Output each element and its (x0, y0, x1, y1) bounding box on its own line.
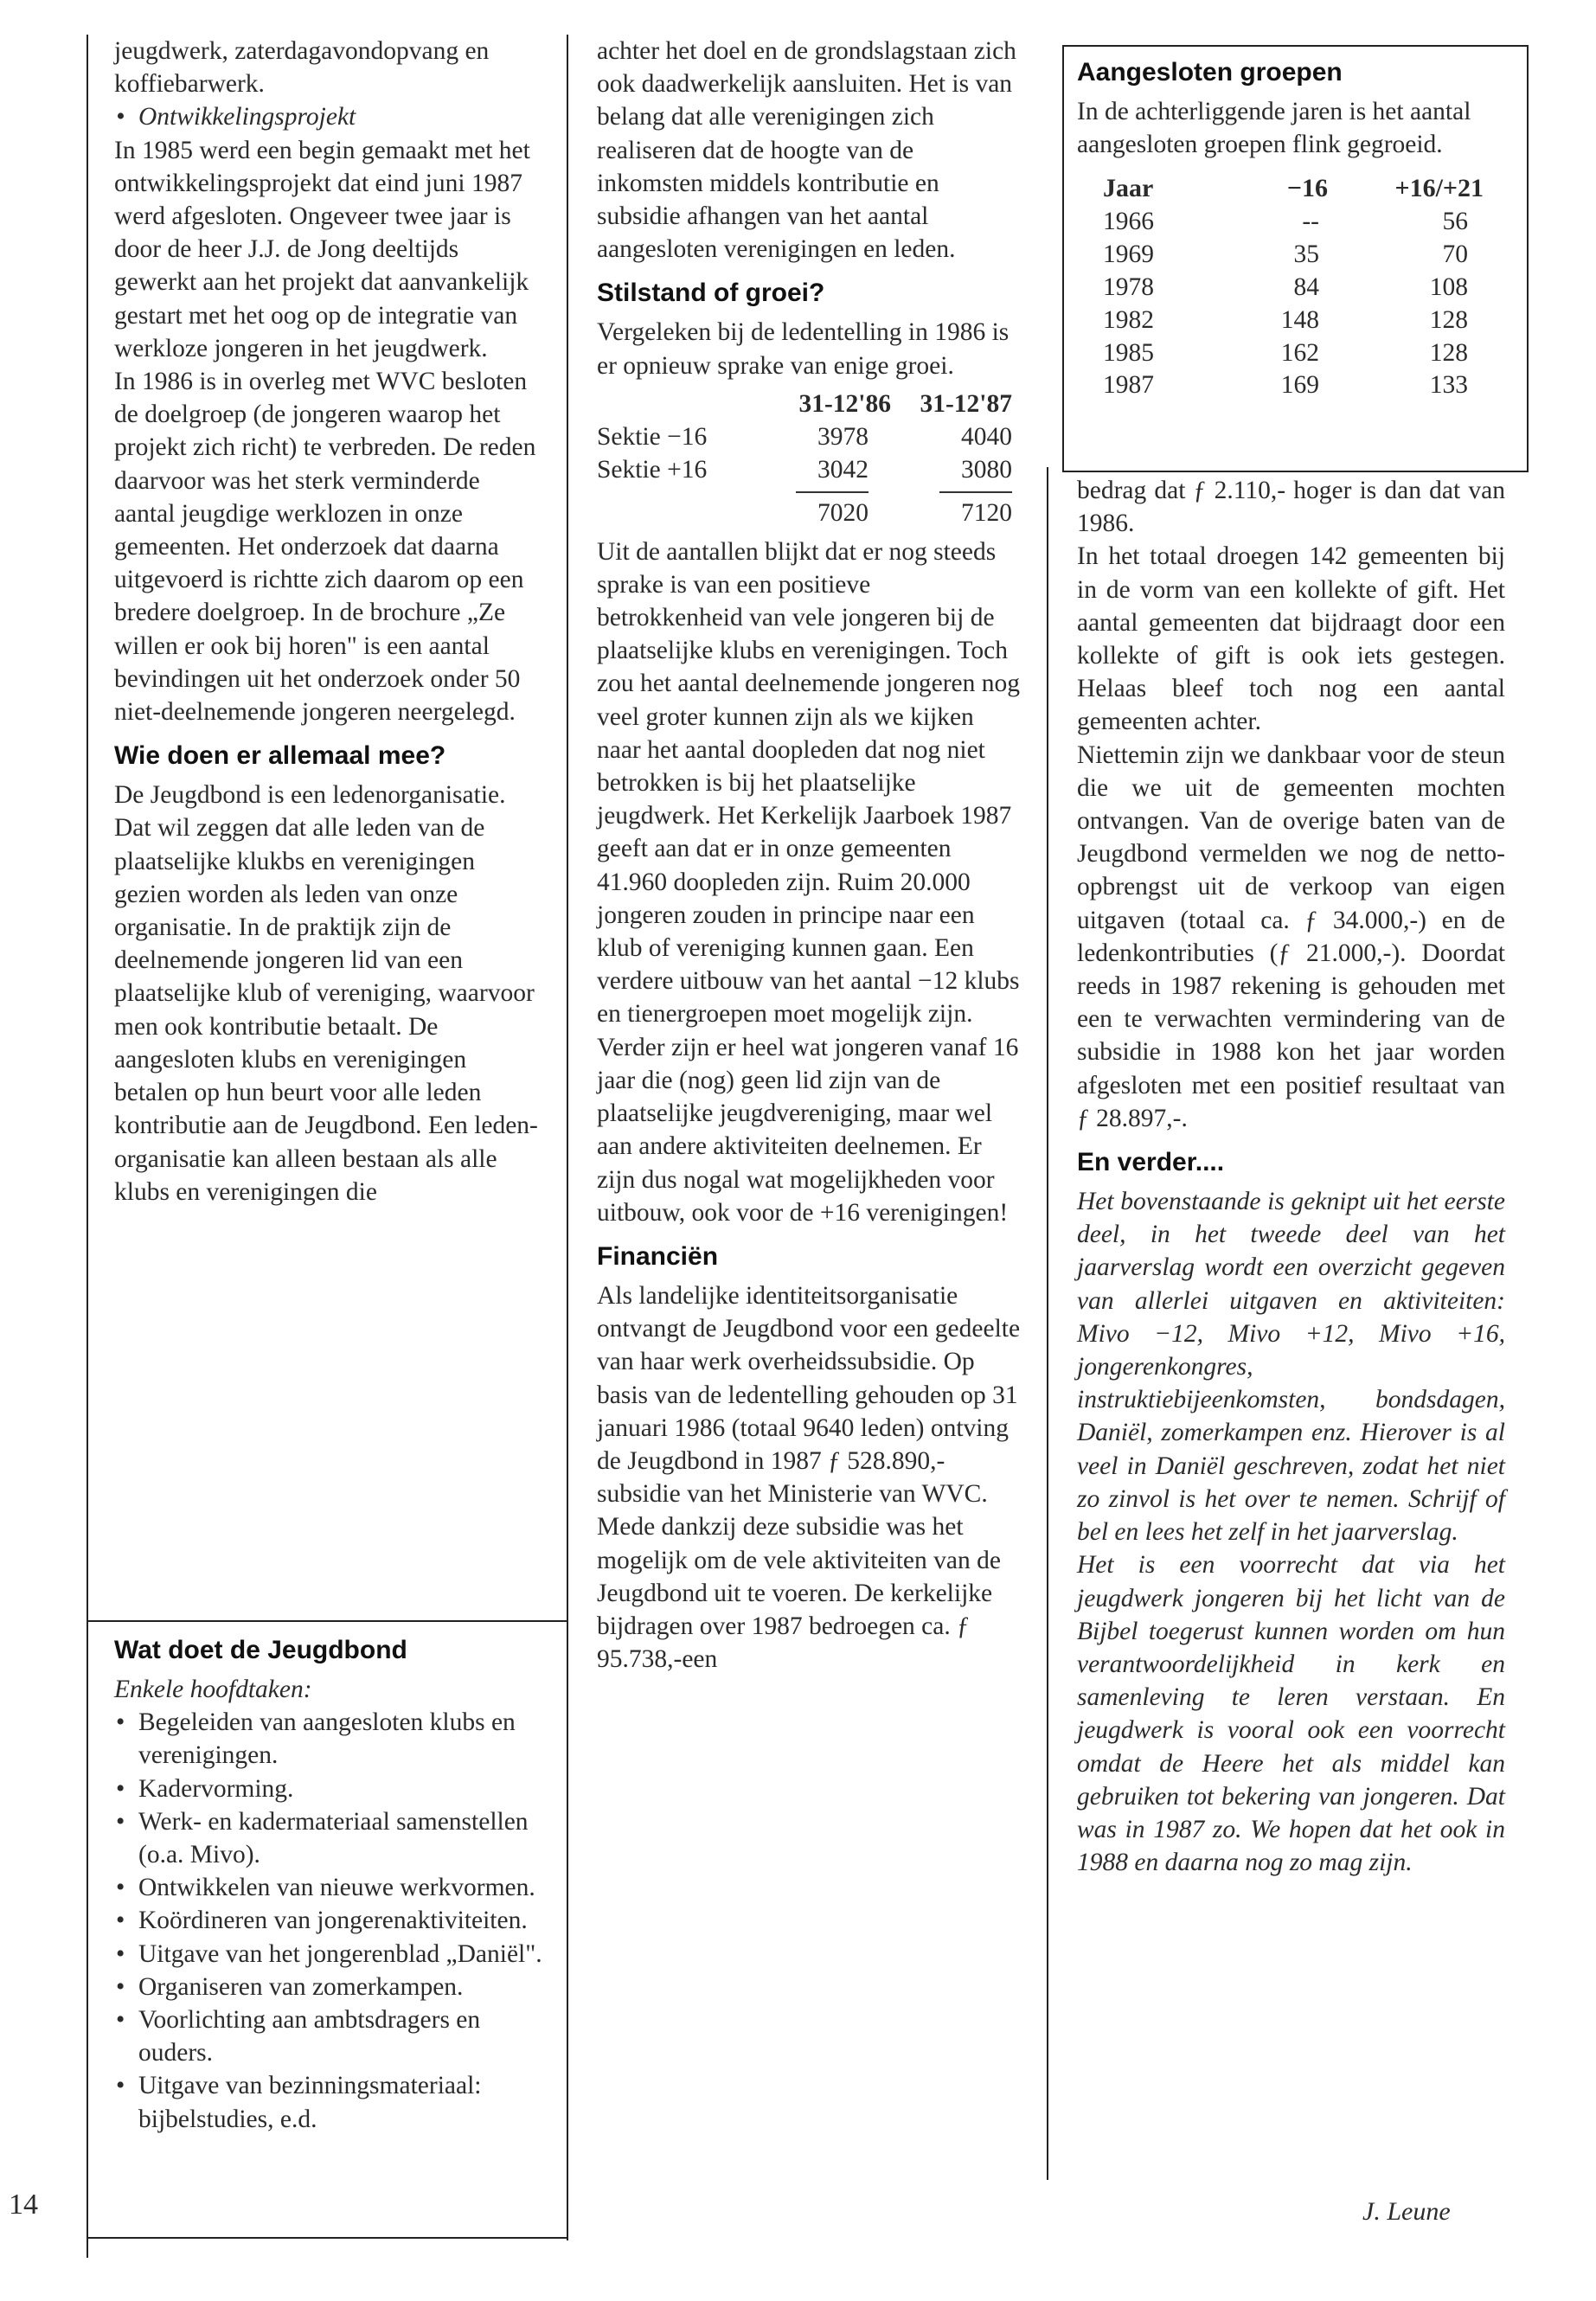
ledentelling-cell: 3978 (817, 423, 869, 452)
groepen-row (1103, 369, 1484, 402)
groepen-cell: -- (1302, 208, 1319, 236)
groepen-row (1103, 206, 1484, 239)
groepen-cell: 1985 (1103, 338, 1154, 367)
groepen-cell: 1969 (1103, 240, 1154, 269)
task-item: • Voorlichting aan ambtsdragers en ouders. (114, 2003, 555, 2069)
page-number: 14 (9, 2189, 38, 2221)
ledentelling-row (597, 420, 1012, 453)
ledentelling-label: Sektie +16 (597, 456, 708, 484)
ledentelling-header-row (597, 388, 1012, 420)
ontwikkelingsprojekt-paragraph-1: In 1985 werd een begin gemaakt met het ontwikkelingsprojekt dat eind juni 1987 werd afgesloten. Ongeveer twee jaar is door de heer J.J. de Jong deeltijds gewerkt aan het projekt dat aanvankelijk gestart met het oog op de integratie van werkloze jongeren in het jeugdwerk. (114, 136, 530, 362)
groepen-cell: 1987 (1103, 371, 1154, 400)
ledentelling-cell: 4040 (961, 423, 1012, 452)
en-verder-paragraph-1: Het bovenstaande is geknipt uit het eerste deel, in het tweede deel van het jaarverslag wordt een overzicht gegeven van allerlei uitgaven en aktiviteiten: Mivo −12, Mivo +12, Mivo +16, jongerenkongres, instruktiebijeenkomsten, bondsdagen, Daniël, zomerkampen enz. Hierover is al veel in Daniël geschreven, zodat het niet zo zinvol is het over te nemen. Schrijf of bel en lees het zelf in het jaarverslag. (1077, 1188, 1505, 1547)
ledentelling-header: 31-12'86 (798, 389, 891, 418)
jeugdbond-tasks-subtitle: Enkele hoofdtaken: (114, 1676, 312, 1703)
task-item: • Uitgave van het jongerenblad „Daniël". (114, 1938, 555, 1971)
intro-text: jeugdwerk, zaterdagavondopvang en koffiebarwerk. (114, 37, 490, 99)
groepen-cell: 1982 (1103, 305, 1154, 334)
groepen-row (1103, 239, 1484, 272)
column-rule-right (1047, 467, 1048, 2180)
groepen-cell: 128 (1429, 338, 1468, 367)
groepen-row (1103, 272, 1484, 304)
groepen-cell: 35 (1293, 240, 1319, 269)
ledentelling-total: 7120 (939, 491, 1012, 529)
column-1 (114, 35, 545, 1208)
continuation-paragraph: achter het doel en de grondslagstaan zich ook daadwerkelijk aansluiten. Het is van belang dat alle verenigingen zich realiseren dat de hoogte van de inkomsten middels kontributie en subsidie afhangen van het aantal aangesloten verenigingen en leden. (597, 37, 1016, 264)
ontwikkelingsprojekt-paragraph-2: In 1986 is in overleg met WVC besloten de doelgroep (de jongeren waarop het projekt zich richt) te verbreden. De reden daarvoor was het sterk verminderde aantal jeugdige werklozen in onze gemeenten. Het onderzoek dat daarna uitgevoerd is richtte zich daarom op een bredere doelgroep. In de brochure „Ze willen er ook bij horen" is een aantal bevindingen uit het onderzoek onder 50 niet-deelnemende jongeren neergelegd. (114, 368, 536, 727)
niettemin-paragraph: Niettemin zijn we dankbaar voor de steun die we uit de gemeenten mochten ontvangen. Van de overige baten van de Jeugdbond vermelden we nog de netto-opbrengst uit de verkoop van eigen uitgaven (totaal ca. ƒ 34.000,-) en de ledenkontributies (ƒ 21.000,-). Doordat reeds in 1987 rekening is gehouden met een te verwachten vermindering van de subsidie in 1988 kon het jaar worden afgesloten met een positief resultaat van ƒ 28.897,-. (1077, 740, 1505, 1132)
groepen-header: +16/+21 (1394, 174, 1484, 203)
author-signature: J. Leune (1362, 2197, 1451, 2226)
task-item: • Organiseren van zomerkampen. (114, 1971, 555, 2003)
en-verder-paragraph-2: Het is een voorrecht dat via het jeugdwerk jongeren bij het licht van de Bijbel toegerust kunnen worden om hun verantwoordelijkheid in kerk en samenleving te leren verstaan. En jeugdwerk is vooral ook een voorrecht omdat de Heere het als middel kan gebruiken tot bekering van jongeren. Dat was in 1987 zo. We hopen dat het ook in 1988 en daarna nog zo mag zijn. (1077, 1551, 1505, 1877)
ledentelling-header: 31-12'87 (920, 389, 1012, 418)
aangesloten-groepen-title: Aangesloten groepen (1077, 58, 1343, 87)
bedrag-paragraph: bedrag dat ƒ 2.110,- hoger is dan dat van 1986. (1077, 477, 1505, 538)
groepen-cell: 84 (1293, 273, 1319, 301)
column-rule-middle (567, 35, 568, 1622)
groepen-cell: 70 (1442, 240, 1468, 269)
groepen-cell: 169 (1280, 371, 1319, 400)
aangesloten-groepen-text: In de achterliggende jaren is het aantal aangesloten groepen flink gegroeid. (1077, 98, 1471, 159)
groepen-cell: 133 (1429, 371, 1468, 400)
groepen-cell: 1978 (1103, 273, 1154, 301)
groepen-cell: 1966 (1103, 208, 1154, 236)
task-item: • Begeleiden van aangesloten klubs en verenigingen. (114, 1706, 555, 1772)
heading-financien: Financiën (597, 1241, 719, 1271)
heading-stilstand-of-groei: Stilstand of groei? (597, 279, 825, 308)
groepen-cell: 128 (1429, 305, 1468, 334)
heading-en-verder: En verder.... (1077, 1148, 1225, 1177)
ontwikkelingsprojekt-bullet: • Ontwikkelingsprojekt (114, 100, 545, 133)
aangesloten-groepen-table (1103, 171, 1484, 402)
financien-paragraph: Als landelijke identiteitsorganisatie ontvangt de Jeugdbond voor een gedeelte van haar werk overheidssubsidie. Op basis van de ledentelling gehouden op 31 januari 1986 (totaal 9640 leden) ontving de Jeugdbond in 1987 ƒ 528.890,- subsidie van het Ministerie van WVC. Mede dankzij deze subsidie was het mogelijk om de vele aktiviteiten van de Jeugdbond uit te voeren. De kerkelijke bijdragen over 1987 bedroegen ca. ƒ 95.738,-een (597, 1281, 1021, 1674)
groepen-header: −16 (1286, 174, 1328, 203)
jeugdbond-tasks-title: Wat doet de Jeugdbond (114, 1636, 407, 1664)
groepen-row (1103, 304, 1484, 337)
groepen-cell: 108 (1429, 273, 1468, 301)
task-item: • Koördineren van jongerenaktiviteiten. (114, 1904, 555, 1937)
task-item: • Uitgave van bezinningsmateriaal: bijbelstudies, e.d. (114, 2069, 555, 2135)
ledentelling-row (597, 453, 1012, 486)
groepen-header: Jaar (1103, 174, 1154, 203)
ledentelling-label: Sektie −16 (597, 423, 708, 452)
heading-wie-doen-er-mee: Wie doen er allemaal mee? (114, 741, 446, 771)
totaal-paragraph: In het totaal droegen 142 gemeenten bij in de vorm van een kollekte of gift. Het aantal gemeenten dat bijdraagt door een kollekte of gift is ook iets gestegen. Helaas bleef toch nog een aantal gemeenten achter. (1077, 542, 1505, 736)
task-item: • Ontwikkelen van nieuwe werkvormen. (114, 1871, 555, 1904)
ledentelling-cell: 3042 (817, 456, 869, 484)
column-3 (1077, 474, 1505, 1879)
column-2 (597, 35, 1022, 1676)
ledentelling-total-row (597, 486, 1012, 529)
ledentelling-total: 7020 (796, 491, 869, 529)
jeugdbond-tasks-content (114, 1633, 555, 2136)
task-item: • Werk- en kadermateriaal samenstellen (o.a. Mivo). (114, 1805, 555, 1871)
groepen-cell: 162 (1280, 338, 1319, 367)
groepen-header-row (1103, 171, 1484, 206)
aantallen-paragraph: Uit de aantallen blijkt dat er nog steeds sprake is van een positieve betrokkenheid van vele jongeren bij de plaatselijke klubs en verenigingen. Toch zou het aantal deelnemende jongeren nog veel groter kunnen zijn als we kijken naar het aantal doopleden dat nog niet betrokken is bij het plaatselijke jeugdwerk. Het Kerkelijk Jaarboek 1987 geeft aan dat er in onze gemeenten 41.960 doopleden zijn. Ruim 20.000 jongeren zouden in principe naar een klub of vereniging kunnen gaan. Een verdere uitbouw van het aantal −12 klubs en tienergroepen moet mogelijk zijn. Verder zijn er heel wat jongeren vanaf 16 jaar die (nog) geen lid zijn van de plaatselijke jeugdvereniging, maar wel aan andere aktiviteiten deelnemen. Er zijn dus nogal wat mogelijkheden voor uitbouw, ook voor de +16 verenigingen! (597, 537, 1020, 1227)
stilstand-paragraph: Vergeleken bij de ledentelling in 1986 is er opnieuw sprake van enige groei. (597, 318, 1010, 380)
ledentelling-table (597, 388, 1012, 530)
groepen-cell: 56 (1442, 208, 1468, 236)
groepen-row (1103, 337, 1484, 370)
task-item: • Kadervorming. (114, 1772, 555, 1805)
groepen-cell: 148 (1280, 305, 1319, 334)
ledentelling-cell: 3080 (961, 456, 1012, 484)
wie-doen-paragraph: De Jeugdbond is een ledenorganisatie. Dat wil zeggen dat alle leden van de plaatselijke klukbs en verenigingen gezien worden als leden van onze organisatie. In de praktijk zijn de deelnemende jongeren lid van een plaatselijke klub of vereniging, waarvoor men ook kontributie betaalt. De aangesloten klubs en verenigingen betalen op hun beurt voor alle leden kontributie aan de Jeugdbond. Een leden-organisatie kan alleen bestaan als alle klubs en verenigingen die (114, 781, 538, 1206)
aangesloten-groepen-content (1077, 55, 1509, 402)
